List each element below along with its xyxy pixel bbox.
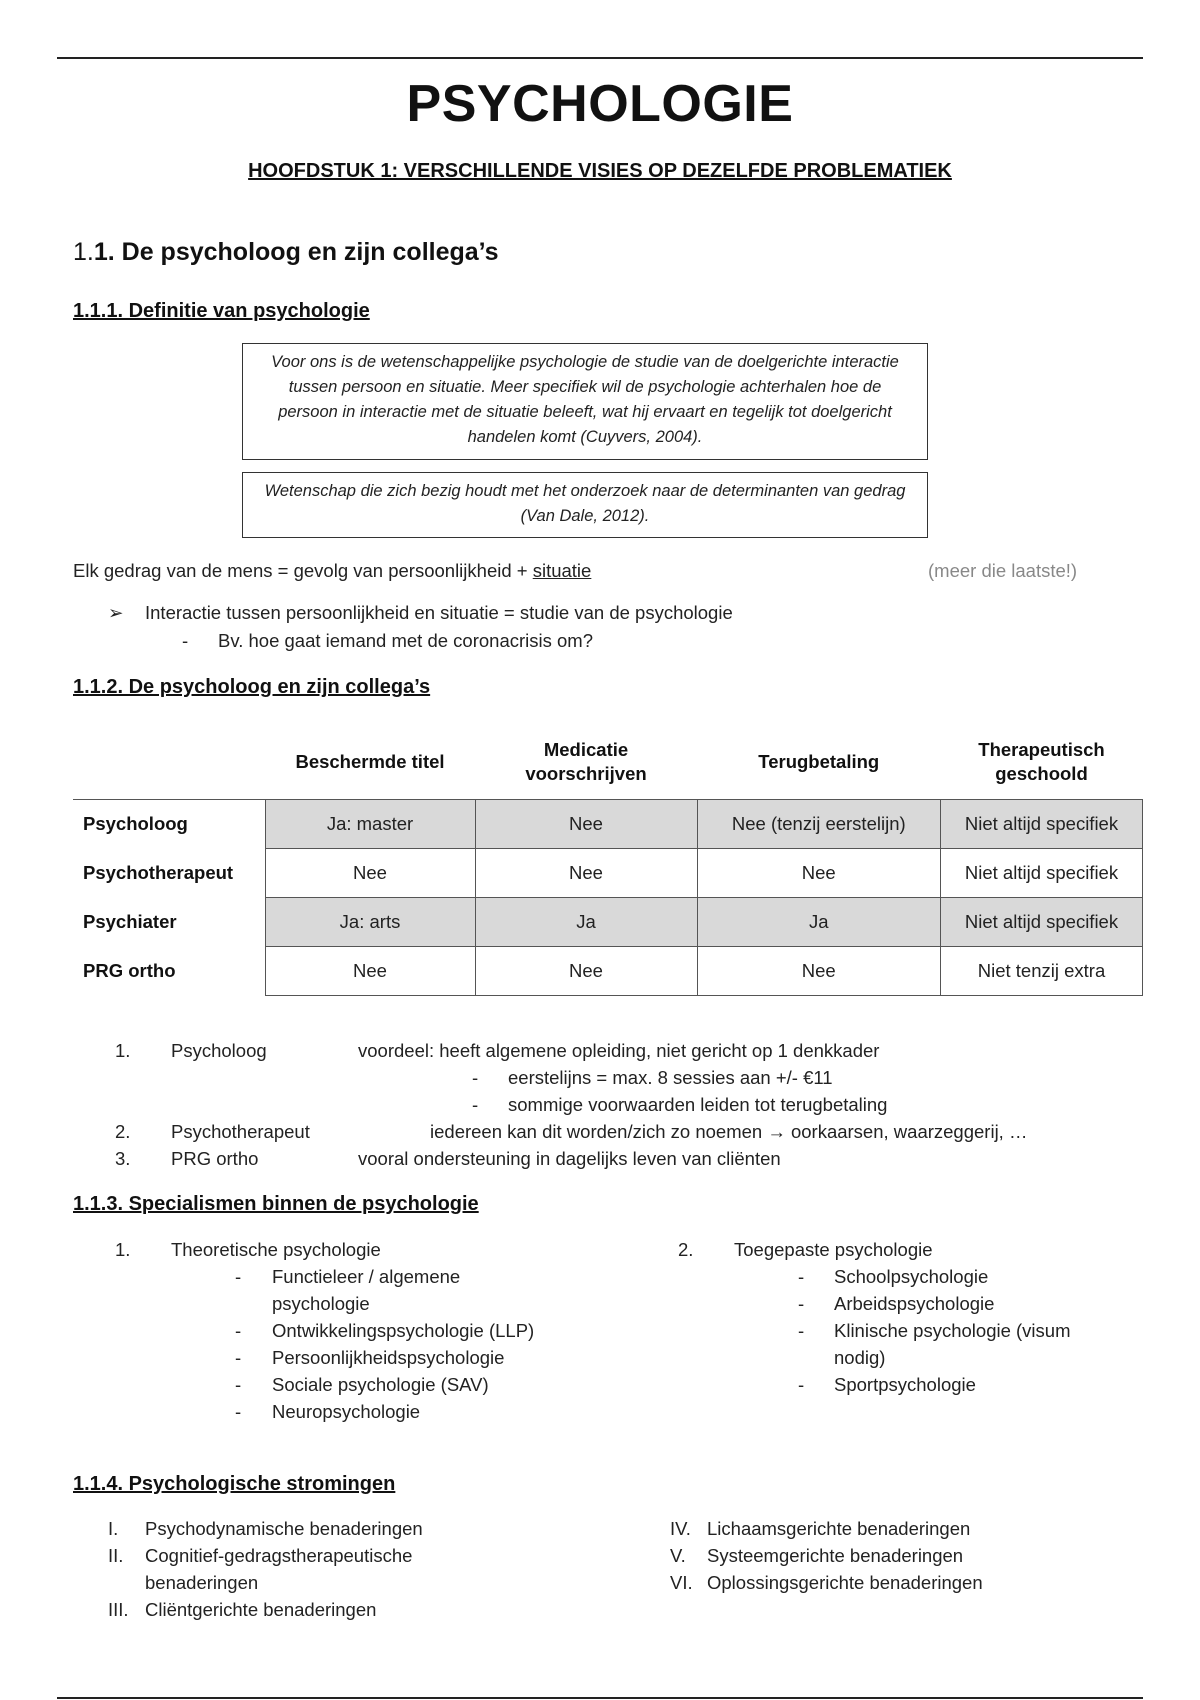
dash-marker: - (182, 630, 189, 651)
table-row (73, 849, 1143, 898)
table-row (73, 947, 1143, 996)
list-desc-psycholoog: voordeel: heeft algemene opleiding, niet gericht op 1 denkkader (358, 1040, 880, 1061)
formula-prefix: Elk gedrag van de mens = gevolg van persoonlijkheid + (73, 560, 533, 581)
table-header: Terugbetaling (697, 725, 940, 800)
theoretical-item: Neuropsychologie (272, 1401, 421, 1422)
definition-box-van-dale: Wetenschap die zich bezig houdt met het onderzoek naar de determinanten van gedrag (Van Dale, 2012). (242, 472, 928, 538)
list-number: 2. (678, 1239, 694, 1260)
row-label: Psychiater (83, 911, 177, 932)
roman-numeral: II. (108, 1545, 124, 1566)
stroming-item: benaderingen (145, 1572, 259, 1593)
table-cell: Niet altijd specifiek (941, 849, 1143, 898)
table-cell: Nee (697, 947, 940, 996)
bottom-rule (57, 1697, 1143, 1699)
table-row (73, 898, 1143, 947)
applied-item: Schoolpsychologie (834, 1266, 989, 1287)
list-term-psychotherapeut: Psychotherapeut (171, 1121, 310, 1142)
table-cell: Niet altijd specifiek (941, 898, 1143, 947)
table-corner (73, 725, 265, 800)
section-heading-1-1 (73, 238, 499, 267)
dash-marker: - (235, 1374, 242, 1395)
top-rule (57, 57, 1143, 59)
theoretical-title: Theoretische psychologie (171, 1239, 381, 1260)
stroming-item: Cognitief-gedragstherapeutische (145, 1545, 413, 1566)
stroming-item: Oplossingsgerichte benaderingen (707, 1572, 983, 1593)
roman-numeral: IV. (670, 1518, 691, 1539)
theoretical-item: Sociale psychologie (SAV) (272, 1374, 489, 1395)
behavior-formula (73, 560, 591, 582)
applied-item: Sportpsychologie (834, 1374, 976, 1395)
table-cell: Nee (697, 849, 940, 898)
table-row (73, 800, 1143, 849)
list-number: 1. (115, 1040, 131, 1061)
section-heading-1-1-4: 1.1.4. Psychologische stromingen (73, 1473, 396, 1495)
table-header: Therapeutisch geschoold (941, 725, 1143, 800)
dash-marker: - (798, 1320, 805, 1341)
dash-marker: - (235, 1347, 242, 1368)
table-cell: Niet tenzij extra (941, 947, 1143, 996)
section-number-small: 1. (73, 238, 94, 266)
table-cell: Ja (475, 898, 697, 947)
roman-numeral: VI. (670, 1572, 693, 1593)
table-cell: Nee (475, 849, 697, 898)
table-cell: Nee (475, 800, 697, 849)
row-label: PRG ortho (83, 960, 176, 981)
document-title: PSYCHOLOGIE (406, 75, 794, 133)
list-number: 1. (115, 1239, 131, 1260)
roman-numeral: V. (670, 1545, 686, 1566)
dash-marker: - (472, 1094, 479, 1115)
dash-marker: - (798, 1374, 805, 1395)
dash-marker: - (235, 1401, 242, 1422)
applied-item: Arbeidspsychologie (834, 1293, 995, 1314)
table-cell: Nee (265, 947, 475, 996)
list-number: 3. (115, 1148, 131, 1169)
table-cell: Ja: arts (265, 898, 475, 947)
list-number: 2. (115, 1121, 131, 1142)
section-heading-1-1-1: 1.1.1. Definitie van psychologie (73, 300, 370, 322)
table-cell: Ja (697, 898, 940, 947)
table-cell: Nee (tenzij eerstelijn) (697, 800, 940, 849)
list-sub-item: eerstelijns = max. 8 sessies aan +/- €11 (508, 1067, 833, 1088)
theoretical-item: Functieleer / algemene (272, 1266, 461, 1287)
comparison-table (73, 725, 1143, 996)
theoretical-item: psychologie (272, 1293, 370, 1314)
section-heading-1-1-3: 1.1.3. Specialismen binnen de psychologie (73, 1193, 479, 1215)
list-term-prg-ortho: PRG ortho (171, 1148, 259, 1169)
stroming-item: Cliëntgerichte benaderingen (145, 1599, 377, 1620)
applied-item: Klinische psychologie (visum (834, 1320, 1071, 1341)
sub-bullet-corona: Bv. hoe gaat iemand met de coronacrisis om? (218, 630, 593, 651)
bullet-interaction: Interactie tussen persoonlijkheid en situatie = studie van de psychologie (145, 602, 733, 623)
dash-marker: - (798, 1293, 805, 1314)
definition-box-cuyvers: Voor ons is de wetenschappelijke psychologie de studie van de doelgerichte interactie tussen persoon en situatie. Meer specifiek wil de psychologie achterhalen hoe de persoon in interactie met de situatie beleeft, wat hij ervaart en tegelijk tot doelgericht handelen komt (Cuyvers, 2004). (242, 343, 928, 460)
formula-situatie: situatie (532, 560, 592, 581)
table-header-row (73, 725, 1143, 800)
dash-marker: - (472, 1067, 479, 1088)
theoretical-item: Persoonlijkheidspsychologie (272, 1347, 505, 1368)
applied-item: nodig) (834, 1347, 886, 1368)
dash-marker: - (798, 1266, 805, 1287)
list-term-psycholoog: Psycholoog (171, 1040, 267, 1061)
section-heading-text: 1. De psycholoog en zijn collega’s (93, 238, 499, 266)
roman-numeral: I. (108, 1518, 119, 1539)
applied-title: Toegepaste psychologie (734, 1239, 933, 1260)
list-sub-item: sommige voorwaarden leiden tot terugbetaling (508, 1094, 888, 1115)
chapter-title: HOOFDSTUK 1: VERSCHILLENDE VISIES OP DEZELFDE PROBLEMATIEK (248, 160, 952, 182)
table-cell: Nee (265, 849, 475, 898)
arrow-bullet-icon: ➢ (108, 602, 124, 623)
stroming-item: Lichaamsgerichte benaderingen (707, 1518, 971, 1539)
list-desc-psychotherapeut: iedereen kan dit worden/zich zo noemen → oorkaarsen, waarzeggerij, … (430, 1121, 1028, 1142)
theoretical-item: Ontwikkelingspsychologie (LLP) (272, 1320, 535, 1341)
stroming-item: Systeemgerichte benaderingen (707, 1545, 964, 1566)
table-cell: Niet altijd specifiek (941, 800, 1143, 849)
table-cell: Nee (475, 947, 697, 996)
table-cell: Ja: master (265, 800, 475, 849)
stroming-item: Psychodynamische benaderingen (145, 1518, 423, 1539)
table-header: Medicatie voorschrijven (475, 725, 697, 800)
section-heading-1-1-2: 1.1.2. De psycholoog en zijn collega’s (73, 676, 431, 698)
row-label: Psycholoog (83, 813, 188, 835)
table-header: Beschermde titel (265, 725, 475, 800)
row-label: Psychotherapeut (83, 862, 234, 883)
formula-note: (meer die laatste!) (928, 560, 1078, 581)
dash-marker: - (235, 1266, 242, 1287)
list-desc-prg-ortho: vooral ondersteuning in dagelijks leven van cliënten (358, 1148, 781, 1169)
roman-numeral: III. (108, 1599, 129, 1620)
dash-marker: - (235, 1320, 242, 1341)
